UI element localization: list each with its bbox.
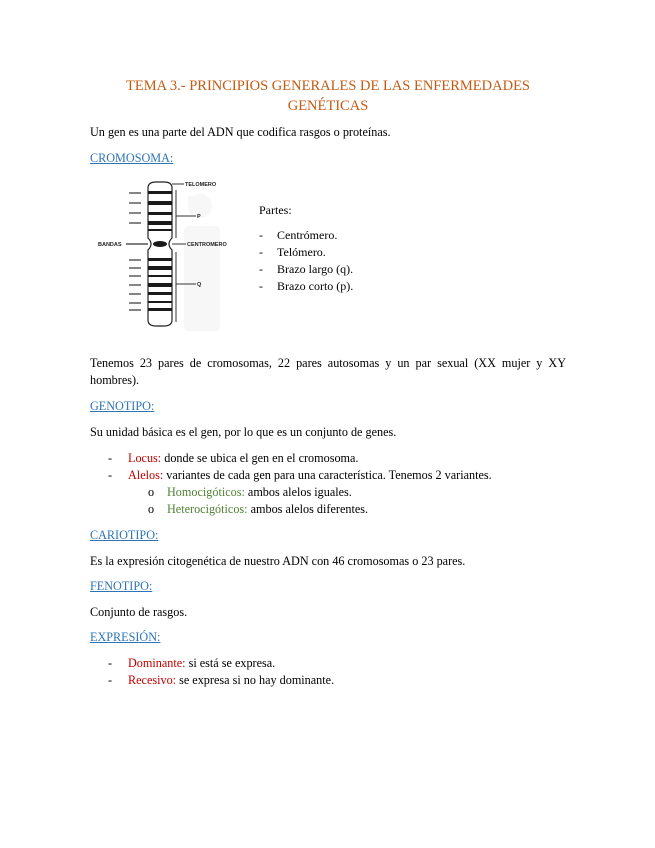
list-item: - Recesivo: se expresa si no hay dominante. <box>108 673 335 687</box>
partes-item: - Brazo largo (q). <box>259 262 354 276</box>
expresion-heading: EXPRESIÓN: <box>90 630 161 644</box>
chromosome-diagram <box>96 176 236 336</box>
fenotipo-paragraph: Conjunto de rasgos. <box>90 605 188 619</box>
list-item: - Dominante: si está se expresa. <box>108 656 276 670</box>
band-ticks <box>126 193 148 310</box>
partes-item: - Centrómero. <box>259 228 338 242</box>
genotipo-heading: GENOTIPO: <box>90 399 155 413</box>
partes-item: - Brazo corto (p). <box>259 279 354 293</box>
partes-list-block <box>259 202 379 295</box>
cariotipo-paragraph: Es la expresión citogenética de nuestro ADN con 46 cromosomas o 23 pares. <box>90 554 466 568</box>
genotipo-list <box>90 450 566 484</box>
label-p-arm: P <box>197 214 201 220</box>
cariotipo-heading: CARIOTIPO: <box>90 528 159 542</box>
label-telomero: TELOMERO <box>185 182 217 188</box>
watermark-logo <box>184 194 220 331</box>
partes-item: - Telómero. <box>259 245 326 259</box>
list-item: - Locus: donde se ubica el gen en el cromosoma. <box>108 451 359 465</box>
label-bandas: BANDAS <box>98 242 122 248</box>
list-item: o Homocigóticos: ambos alelos iguales. <box>148 485 352 499</box>
chromosome-figure <box>96 176 361 336</box>
partes-list <box>259 227 379 295</box>
expresion-list <box>90 655 566 689</box>
label-centromero: CENTROMERO <box>187 242 227 248</box>
list-item: - Alelos: variantes de cada gen para una característica. Tenemos 2 variantes. <box>108 468 492 482</box>
cromosoma-paragraph: Tenemos 23 pares de cromosomas, 22 pares autosomas y un par sexual (XX mujer y XY hombres). <box>90 356 566 387</box>
label-q-arm: Q <box>197 282 202 288</box>
intro-paragraph: Un gen es una parte del ADN que codifica rasgos o proteínas. <box>90 125 391 139</box>
fenotipo-heading: FENOTIPO: <box>90 579 153 593</box>
cromosoma-heading: CROMOSOMA: <box>90 151 174 165</box>
page-title: TEMA 3.- PRINCIPIOS GENERALES DE LAS ENFERMEDADES GENÉTICAS <box>125 78 530 114</box>
genotipo-paragraph: Su unidad básica es el gen, por lo que es un conjunto de genes. <box>90 425 397 439</box>
partes-heading: Partes: <box>259 203 292 217</box>
list-item: o Heterocigóticos: ambos alelos diferentes. <box>148 502 369 516</box>
alelos-sublist <box>90 484 566 518</box>
